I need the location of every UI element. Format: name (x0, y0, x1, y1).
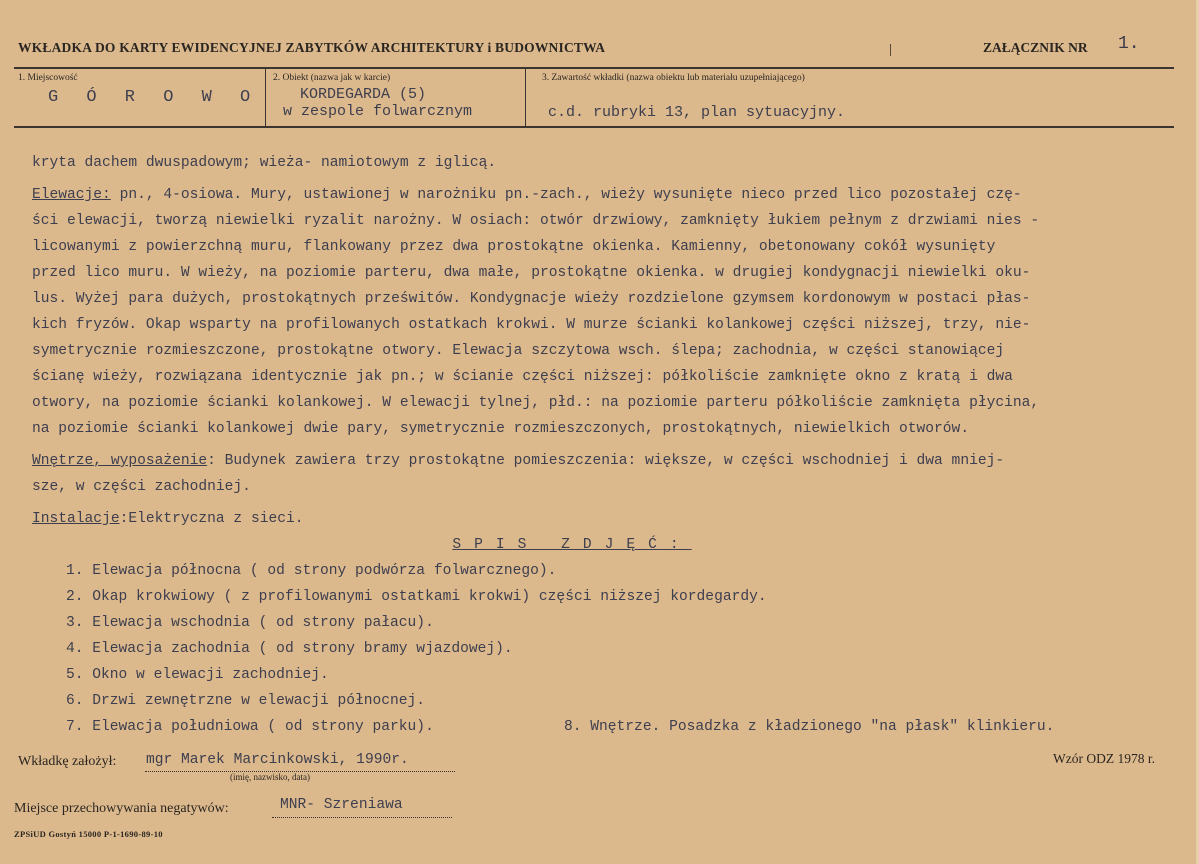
author-value: mgr Marek Marcinkowski, 1990r. (146, 752, 409, 768)
text-line: licowanymi z powierzchną muru, flankowany przez dwa prostokątne okienka. Kamienny, obetonowany cokół wysunięty (32, 239, 996, 255)
text-line: ścianę wieży, rozwiązana identycznie jak pn.; w ścianie części niższej: półkoliście zamknięte okno z kratą i dwa (32, 369, 1013, 385)
storage-label: Miejsce przechowywania negatywów: (14, 801, 229, 816)
text-line: otwory, na poziomie ścianki kolankowej. W elewacji tylnej, płd.: na poziomie parteru półkoliście zamknięta płycina, (32, 395, 1040, 411)
header-rule-bottom (14, 126, 1174, 128)
photo-list-title: SPIS ZDJĘĆ: (452, 537, 692, 553)
text-fragment: : Budynek zawiera trzy prostokątne pomieszczenia: większe, w części wschodniej i dwa mniej- (207, 453, 1005, 469)
text-line: sze, w części zachodniej. (32, 479, 251, 495)
photo-list-item: 2. Okap krokwiowy ( z profilowanymi ostatkami krokwi) części niższej kordegardy. (66, 589, 767, 605)
text-line: ści elewacji, tworzą niewielki ryzalit narożny. W osiach: otwór drzwiowy, zamknięty łukiem pełnym z drzwiami nies - (32, 213, 1040, 229)
description-body (32, 150, 1172, 740)
photo-list-item: 6. Drzwi zewnętrzne w elewacji północnej. (66, 693, 426, 709)
text-line: symetrycznie rozmieszczone, prostokątne otwory. Elewacja szczytowa wsch. ślepa; zachodnia, w części stanowiącej (32, 343, 1005, 359)
storage-value: MNR- Szreniawa (280, 797, 403, 813)
annex-label: ZAŁĄCZNIK NR (983, 40, 1088, 55)
photo-list-item: 8. Wnętrze. Posadzka z kładzionego "na płask" klinkieru. (564, 719, 1055, 735)
text-line: na poziomie ścianki kolankowej dwie pary, symetrycznie rozmieszczonych, prostokątnych, niewielkich otworów. (32, 421, 970, 437)
text-line: przed lico muru. W wieży, na poziomie parteru, dwa małe, prostokątne okienka. w drugiej kondygnacji niewielki oku- (32, 265, 1031, 281)
author-caption: (imię, nazwisko, data) (230, 772, 310, 782)
text-line (32, 506, 1172, 532)
section-heading-installations: Instalacje (32, 511, 120, 527)
object-label: 2. Obiekt (nazwa jak w karcie) (273, 73, 391, 83)
header-tick (890, 44, 891, 56)
text-line (32, 448, 1172, 474)
photo-list-row-7-8 (32, 714, 1172, 740)
content-label: 3. Zawartość wkładki (nazwa obiektu lub materiału uzupełniającego) (542, 73, 805, 83)
text-line: lus. Wyżej para dużych, prostokątnych prześwitów. Kondygnacje wieży rozdzielone gzymsem kordonowym w postaci płas- (32, 291, 1031, 307)
place-value: G Ó R O W O (48, 88, 260, 107)
photo-list-item: 3. Elewacja wschodnia ( od strony pałacu). (66, 615, 434, 631)
section-heading-interior: Wnętrze, wyposażenie (32, 453, 208, 469)
object-value-complex: w zespole folwarcznym (283, 103, 473, 120)
place-label: 1. Miejscowość (18, 73, 78, 83)
form-model: Wzór ODZ 1978 r. (1053, 751, 1155, 766)
printer-imprint: ZPSiUD Gostyń 15000 P-1-1690-89-10 (14, 829, 163, 839)
text-fragment: :Elektryczna z sieci. (119, 511, 304, 527)
field-divider-1 (265, 69, 266, 126)
author-label: Wkładkę założył: (18, 754, 117, 769)
photo-list-item: 7. Elewacja południowa ( od strony parku). (66, 719, 434, 735)
text-line: kich fryzów. Okap wsparty na profilowanych ostatkach krokwi. W murze ścianki kolankowej części niższej, trzy, nie- (32, 317, 1031, 333)
content-value: c.d. rubryki 13, plan sytuacyjny. (548, 104, 846, 121)
storage-dotted-line (272, 817, 452, 818)
text-fragment: pn., 4-osiowa. Mury, ustawionej w narożniku pn.-zach., wieży wysunięte nieco przed lico pozostałej czę- (110, 187, 1022, 203)
photo-list-item: 4. Elewacja zachodnia ( od strony bramy wjazdowej). (66, 641, 513, 657)
text-line (32, 182, 1172, 208)
header-rule-top (14, 67, 1174, 69)
text-line: kryta dachem dwuspadowym; wieża- namiotowym z iglicą. (32, 155, 497, 171)
photo-list-item: 5. Okno w elewacji zachodniej. (66, 667, 329, 683)
annex-number: 1. (1118, 34, 1140, 54)
object-value-name: KORDEGARDA (5) (300, 86, 427, 103)
photo-list-item: 1. Elewacja północna ( od strony podwórza folwarcznego). (66, 563, 557, 579)
form-title: WKŁADKA DO KARTY EWIDENCYJNEJ ZABYTKÓW ARCHITEKTURY i BUDOWNICTWA (18, 40, 606, 55)
field-divider-2 (525, 69, 526, 126)
section-heading-elevations: Elewacje: (32, 187, 111, 203)
